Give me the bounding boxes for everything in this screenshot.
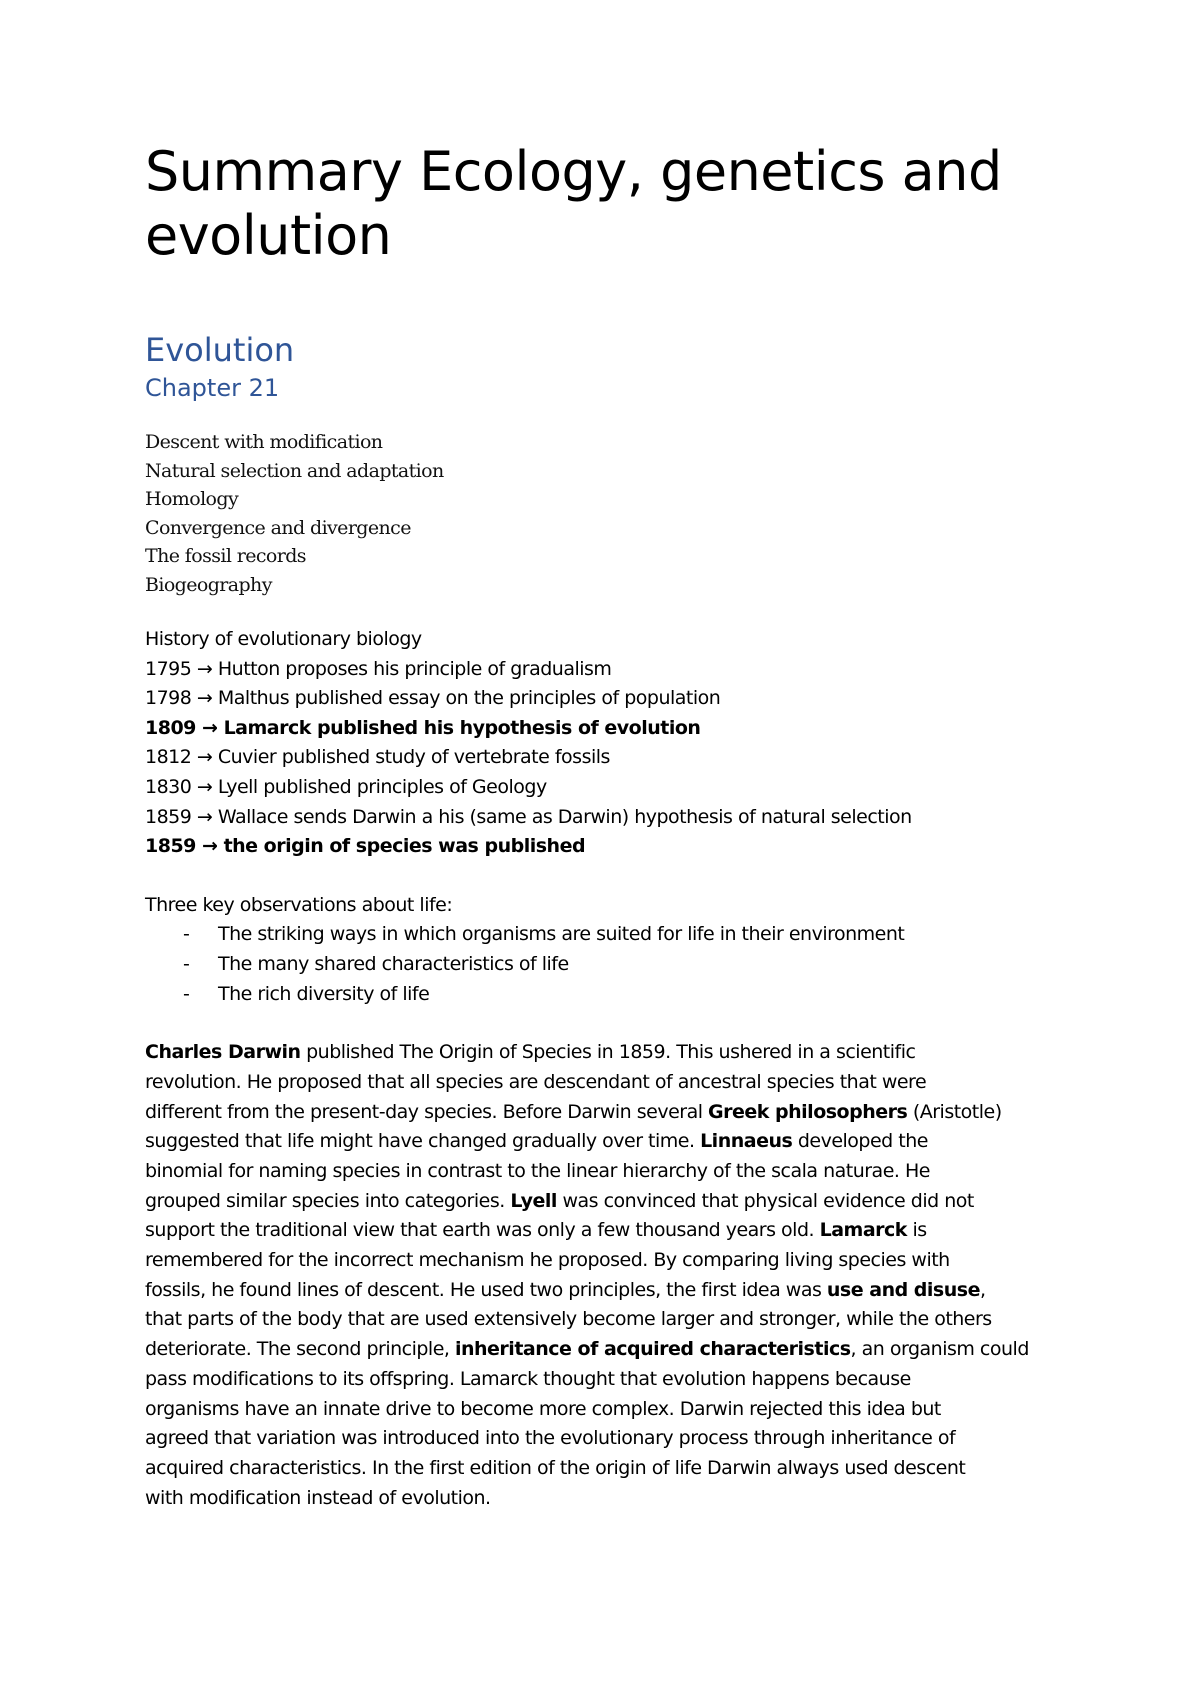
arrow-icon: → xyxy=(196,657,213,680)
arrow-icon: → xyxy=(202,716,218,739)
paragraph-text: grouped similar species into categories. xyxy=(145,1189,511,1212)
paragraph-text: fossils, he found lines of descent. He used two principles, the first idea was xyxy=(145,1278,827,1301)
history-heading: History of evolutionary biology xyxy=(145,628,422,650)
paragraph-line xyxy=(145,1454,1085,1484)
observations-heading: Three key observations about life: xyxy=(145,893,453,916)
paragraph-text: acquired characteristics. In the first edition of the origin of life Darwin always used descent xyxy=(145,1456,966,1479)
topic-item: Convergence and divergence xyxy=(145,516,411,539)
paragraph-line xyxy=(145,1216,1085,1246)
arrow-icon: → xyxy=(196,746,213,769)
paragraph-line xyxy=(145,1276,1085,1306)
paragraph-text: support the traditional view that earth was only a few thousand years old. xyxy=(145,1219,820,1242)
topic-item: Biogeography xyxy=(145,573,272,596)
timeline-year: 1809 xyxy=(145,716,196,739)
topic-item: Homology xyxy=(145,488,239,510)
bold-term: Greek philosophers xyxy=(708,1100,908,1123)
paragraph-line xyxy=(145,1038,1085,1068)
paragraph-text: that parts of the body that are used extensively become larger and stronger, while the others xyxy=(145,1308,992,1331)
timeline-entry xyxy=(145,684,1085,714)
paragraph-line xyxy=(145,1246,1085,1276)
timeline-text: Lamarck published his hypothesis of evolution xyxy=(223,716,701,739)
observations-list xyxy=(145,920,1085,1009)
paragraph-line xyxy=(145,1157,1085,1187)
observation-text: The many shared characteristics of life xyxy=(218,952,569,975)
topic-list xyxy=(145,428,1085,599)
arrow-icon: → xyxy=(196,805,213,828)
paragraph-line xyxy=(145,1484,1085,1514)
paragraph-line xyxy=(145,1395,1085,1425)
paragraph-text: published The Origin of Species in 1859. This ushered in a scientific xyxy=(300,1041,916,1064)
timeline-year: 1859 xyxy=(145,805,192,828)
timeline-year: 1795 xyxy=(145,657,192,680)
dash-bullet: - xyxy=(183,923,190,946)
paragraph-text: was convinced that physical evidence did not xyxy=(556,1189,974,1212)
arrow-icon: → xyxy=(202,835,218,858)
paragraph-text: suggested that life might have changed gradually over time. xyxy=(145,1130,701,1153)
document-title: Summary Ecology, genetics and evolution xyxy=(145,140,1002,267)
paragraph-text: different from the present-day species. Before Darwin several xyxy=(145,1100,709,1123)
bold-term: inheritance of acquired characteristics xyxy=(454,1338,851,1361)
paragraph-text: agreed that variation was introduced into the evolutionary process through inheritance of xyxy=(145,1427,956,1450)
timeline-text: Malthus published essay on the principles of population xyxy=(217,687,721,710)
paragraph-text: revolution. He proposed that all species are descendant of ancestral species that were xyxy=(145,1070,927,1093)
timeline-year: 1859 xyxy=(145,835,196,858)
observation-item xyxy=(145,920,1085,950)
paragraph-text: , an organism could xyxy=(850,1338,1029,1361)
arrow-icon: → xyxy=(196,775,213,798)
bold-term: use and disuse xyxy=(826,1278,980,1301)
darwin-paragraph xyxy=(145,1038,1085,1513)
dash-bullet: - xyxy=(183,952,190,975)
paragraph-text: remembered for the incorrect mechanism he proposed. By comparing living species with xyxy=(145,1249,950,1272)
heading-chapter: Chapter 21 xyxy=(145,374,280,402)
paragraph-line xyxy=(145,1365,1085,1395)
observation-text: The rich diversity of life xyxy=(218,982,430,1005)
bold-term: Linnaeus xyxy=(700,1130,793,1153)
paragraph-line xyxy=(145,1305,1085,1335)
paragraph-line xyxy=(145,1424,1085,1454)
timeline-entry xyxy=(145,743,1085,773)
document-page xyxy=(145,140,1085,1513)
paragraph-text: organisms have an innate drive to become more complex. Darwin rejected this idea but xyxy=(145,1397,941,1420)
timeline-text: the origin of species was published xyxy=(223,835,586,858)
paragraph-line xyxy=(145,1127,1085,1157)
history-section xyxy=(145,625,1085,862)
timeline-text: Hutton proposes his principle of gradualism xyxy=(217,657,612,680)
dash-bullet: - xyxy=(183,982,190,1005)
timeline-text: Lyell published principles of Geology xyxy=(217,775,547,798)
topic-item: Natural selection and adaptation xyxy=(145,459,444,482)
observation-text: The striking ways in which organisms are suited for life in their environment xyxy=(218,923,905,946)
timeline-year: 1798 xyxy=(145,687,192,710)
timeline-entry xyxy=(145,773,1085,803)
timeline-entry xyxy=(145,832,1085,862)
timeline-year: 1830 xyxy=(145,775,192,798)
observation-item xyxy=(145,950,1085,980)
paragraph-text: (Aristotle) xyxy=(907,1100,1002,1123)
observations-section xyxy=(145,891,1085,1009)
timeline-entry xyxy=(145,655,1085,685)
observation-item xyxy=(145,980,1085,1010)
arrow-icon: → xyxy=(196,687,213,710)
topic-item: The fossil records xyxy=(145,545,306,567)
timeline-text: Cuvier published study of vertebrate fossils xyxy=(217,746,610,769)
timeline-entry xyxy=(145,803,1085,833)
paragraph-line xyxy=(145,1187,1085,1217)
timeline-year: 1812 xyxy=(145,746,192,769)
paragraph-text: developed the xyxy=(792,1130,928,1153)
paragraph-text: is xyxy=(906,1219,927,1242)
topic-item: Descent with modification xyxy=(145,431,383,453)
timeline-text: Wallace sends Darwin a his (same as Darwin) hypothesis of natural selection xyxy=(217,805,912,828)
paragraph-text: , xyxy=(979,1278,986,1301)
paragraph-line xyxy=(145,1098,1085,1128)
timeline-entry xyxy=(145,714,1085,744)
paragraph-text: binomial for naming species in contrast to the linear hierarchy of the scala naturae. He xyxy=(145,1159,930,1182)
paragraph-text: pass modifications to its offspring. Lamarck thought that evolution happens because xyxy=(145,1367,911,1390)
bold-term: Lyell xyxy=(510,1189,557,1212)
heading-evolution: Evolution xyxy=(145,331,295,369)
paragraph-text: with modification instead of evolution. xyxy=(145,1486,491,1509)
paragraph-line xyxy=(145,1068,1085,1098)
bold-term: Lamarck xyxy=(819,1219,907,1242)
bold-term: Charles Darwin xyxy=(145,1041,301,1064)
paragraph-line xyxy=(145,1335,1085,1365)
paragraph-text: deteriorate. The second principle, xyxy=(145,1338,455,1361)
